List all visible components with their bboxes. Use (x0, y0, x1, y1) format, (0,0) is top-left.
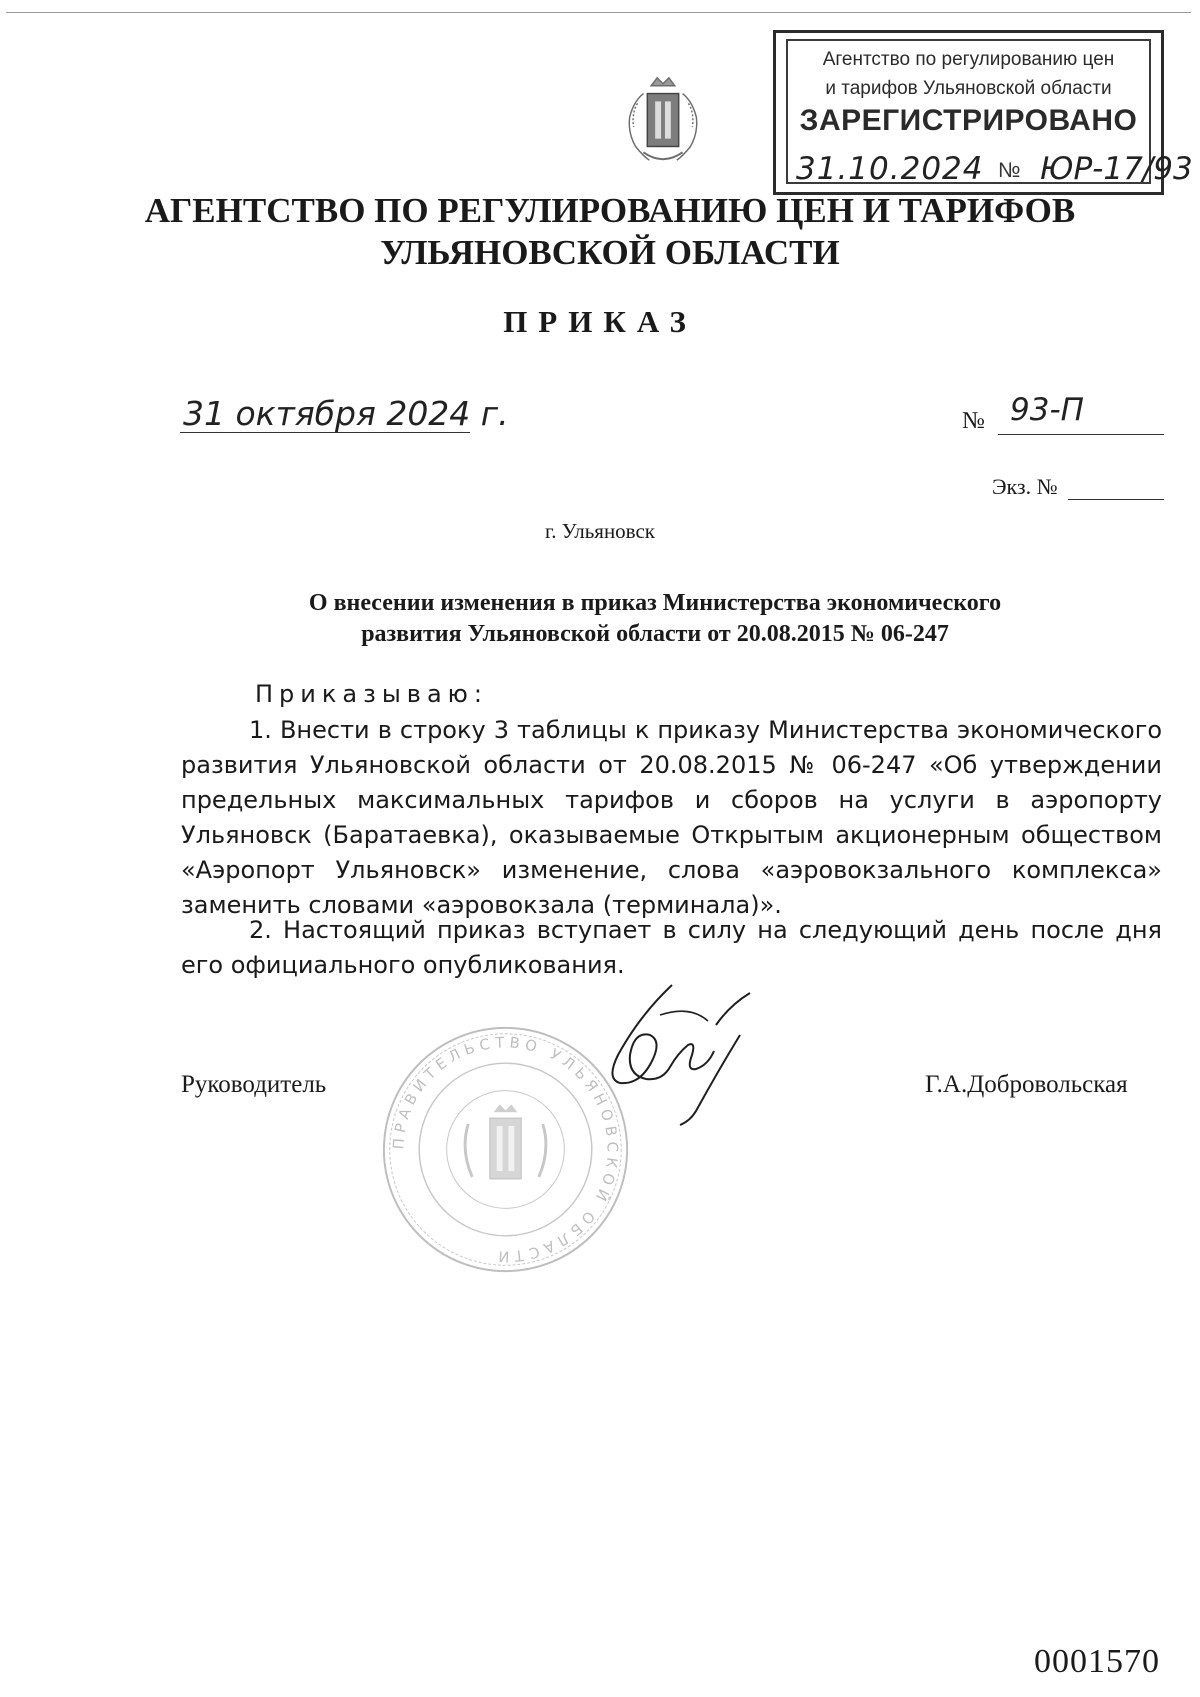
paragraph-2: 2. Настоящий приказ вступает в силу на следующий день после дня его официального опубликования. (181, 916, 1162, 979)
registration-stamp (773, 30, 1193, 195)
official-seal (378, 1022, 633, 1277)
scan-edge-line (6, 12, 1191, 13)
subject-line1: О внесении изменения в приказ Министерства экономического (308, 590, 1002, 616)
order-number-label: № (962, 408, 985, 434)
signatory-role: Руководитель (181, 1071, 327, 1098)
document-type: ПРИКАЗ (503, 304, 697, 339)
stamp-number-handwritten: ЮР-17/93 (1040, 151, 1193, 187)
copy-number-underline (1068, 499, 1164, 500)
paragraph-1: 1. Внести в строку 3 таблицы к приказу Министерства экономического развития Ульяновской области от 20.08.2015 № 06-247 «Об утверждении предельных максимальных тарифов и сборов на услуги в аэропорту Ульяновск (Баратаевка), оказываемые Открытым акционерным обществом «Аэропорт Ульяновск» изменение, слова «аэровокзального комплекса» заменить словами «аэровокзала (терминала)». (181, 716, 1162, 919)
stamp-agency-line2: и тарифов Ульяновской области (825, 78, 1112, 99)
date-underline (180, 432, 470, 433)
subject-line2: развития Ульяновской области от 20.08.2015 № 06-247 (361, 621, 949, 647)
page-number: 0001570 (1034, 1643, 1160, 1680)
agency-title-line1: АГЕНТСТВО ПО РЕГУЛИРОВАНИЮ ЦЕН И ТАРИФОВ (144, 191, 1076, 230)
order-date-handwritten: 31 октября 2024 г. (183, 394, 509, 433)
signatory-name: Г.А.Добровольская (925, 1071, 1128, 1098)
stamp-number-prefix: № (998, 159, 1021, 182)
coat-of-arms-icon (614, 72, 712, 170)
seal-text: ПРАВИТЕЛЬСТВО УЛЬЯНОВСКОЙ ОБЛАСТИ (390, 1034, 621, 1265)
stamp-agency-line1: Агентство по регулированию цен (822, 49, 1115, 70)
order-number-handwritten: 93-П (1010, 392, 1084, 428)
city: г. Ульяновск (544, 519, 655, 543)
stamp-date-handwritten: 31.10.2024 (796, 151, 984, 187)
agency-title-line2: УЛЬЯНОВСКОЙ ОБЛАСТИ (380, 233, 840, 272)
number-underline (998, 434, 1164, 435)
registration-stamp-frame (786, 39, 1193, 187)
stamp-status: ЗАРЕГИСТРИРОВАНО (799, 104, 1138, 137)
copy-number-label: Экз. № (992, 474, 1058, 499)
handwritten-signature (600, 975, 770, 1140)
orders-heading: Приказываю: (255, 680, 488, 708)
